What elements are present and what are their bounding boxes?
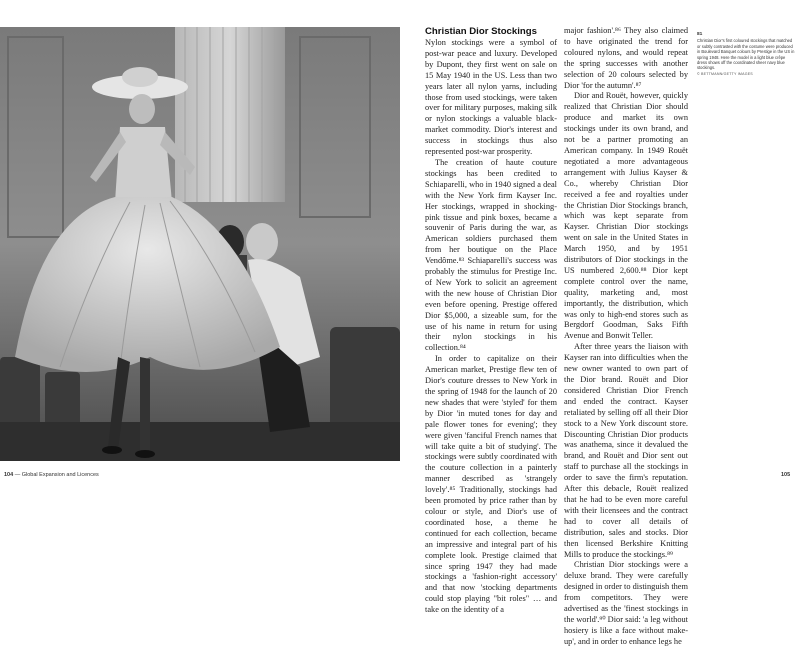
paragraph: The creation of haute couture stockings has been credited to Schiaparelli, who in 1940 signed a deal with the New York firm Kayser Inc. Her stockings, wrapped in shocking-pink tissue and pink boxes, became a souvenir of Paris during the war, as American soldiers purchased them from her boutique on the Place Vendôme.⁸³ Schiaparelli's success was probably the stimulus for Prestige Inc. of New York to solicit an agreement with the new house of Christian Dior even before opening. Prestige offered Dior $5,000, a sizeable sum, for the use of his name in return for using their nylon stockings in his collection.⁸⁴	[425, 157, 557, 353]
page-number-left: 104	[4, 472, 14, 478]
photo-credit: © BETTMANN/GETTY IMAGES	[697, 71, 753, 76]
paragraph: Christian Dior stockings were a deluxe brand. They were carefully designed in order to distinguish them from competitors. They were advertised as the 'finest stockings in the world'.⁹⁰ Dior said: 'a leg without hosiery is like a face without make-up', and in order to enhance legs he	[564, 560, 688, 646]
article-column-2	[564, 26, 688, 648]
footer-separator: —	[13, 472, 22, 478]
figure-caption	[697, 32, 795, 77]
paragraph: Nylon stockings were a symbol of post-war peace and luxury. Developed by Dupont, they first went on sale on 15 May 1940 in the US. Less than two years later all nylon yarns, including those from used stockings, were taken over for military purposes, making silk or nylon stockings a valuable black-market commodity. Dior's interest and success in stockings thus also represented post-war prosperity.	[425, 38, 557, 157]
article-title: Christian Dior Stockings	[425, 26, 537, 37]
photograph-icon	[0, 27, 400, 461]
photograph	[0, 27, 400, 461]
page-number-right: 105	[781, 472, 791, 478]
paragraph: In order to capitalize on their American market, Prestige flew ten of Dior's couture dresses to New York in the spring of 1948 for the launch of 20 new shades that were 'styled' for them by Dior 'in muted tones for day and pale flower tones for evening'; they were given 'fanciful French names that will take quite a bit of studying'. The stockings were subtly coordinated with the couture collection in a painterly manner described as 'strangely lovely'.⁸⁵ Traditionally, stockings had been promoted by price rather than by colour or style, and Dior's use of coordinated hose, a theme he continued for each collection, became an impressive and integral part of his complete look. Prestige claimed that since spring 1947 they had made stockings a 'fashion-right accessory' and that now 'stocking departments could stop playing "bit roles" … and take on the identity of a	[425, 354, 557, 615]
article-column-1	[425, 26, 557, 616]
paragraph: major fashion'.⁸⁶ They also claimed to have originated the trend for coloured nylons, and would repeat the spring successes with another selection of 20 colours selected by Dior 'for the autumn'.⁸⁷	[564, 26, 688, 90]
section-title: Global Expansion and Licences	[21, 472, 99, 478]
paragraph: Dior and Rouët, however, quickly realized that Christian Dior should produce and market its own stockings under its own brand, and not be a partner promoting an American company. In 1949 Rouët negotiated a more advantageous arrangement with Julius Kayser & Co., whereby Christian Dior received a fee and royalties under the Christian Dior Stockings branch, which was kept separate from Kayser. Christian Dior stockings went on sale in the United States in March 1950, and by 1951 distributors of Dior stockings in the US numbered 2,600.⁸⁸ Dior kept complete control over the name, quality, marketing and, most importantly, the distribution, which was only to high-end stores such as Bergdorf Goodman, Saks Fifth Avenue and Bonwit Teller.	[564, 91, 688, 341]
footer-left	[4, 472, 99, 478]
caption-text: Christian Dior's first coloured stockings that matched or subtly contrasted with the costume were produced in Boulevard Banquet colours by Prestige in the US in spring 1948. Here the model in a light blue crêpe dress shows off the coordinated sheer navy blue stockings.	[697, 38, 795, 71]
paragraph: After three years the liaison with Kayser ran into difficulties when the new owner wanted to own part of the Dior brand. Rouët and Dior considered Christian Dior French and ended the contract. Kayser retaliated by selling off all their Dior stock to a New York discount store. Discounting Christian Dior products was anathema, since it devalued the brand, and Rouët and Dior sent out staff to purchase all the stockings in order to save the firm's reputation. After this debacle, Rouët realized that he had to be even more careful with their licensees and the contract had to cover all details of distribution, sales and stocks. Dior then licensed Berkshire Knitting Mills to produce the stockings.⁸⁹	[564, 342, 688, 559]
figure-number: 81	[697, 32, 703, 37]
